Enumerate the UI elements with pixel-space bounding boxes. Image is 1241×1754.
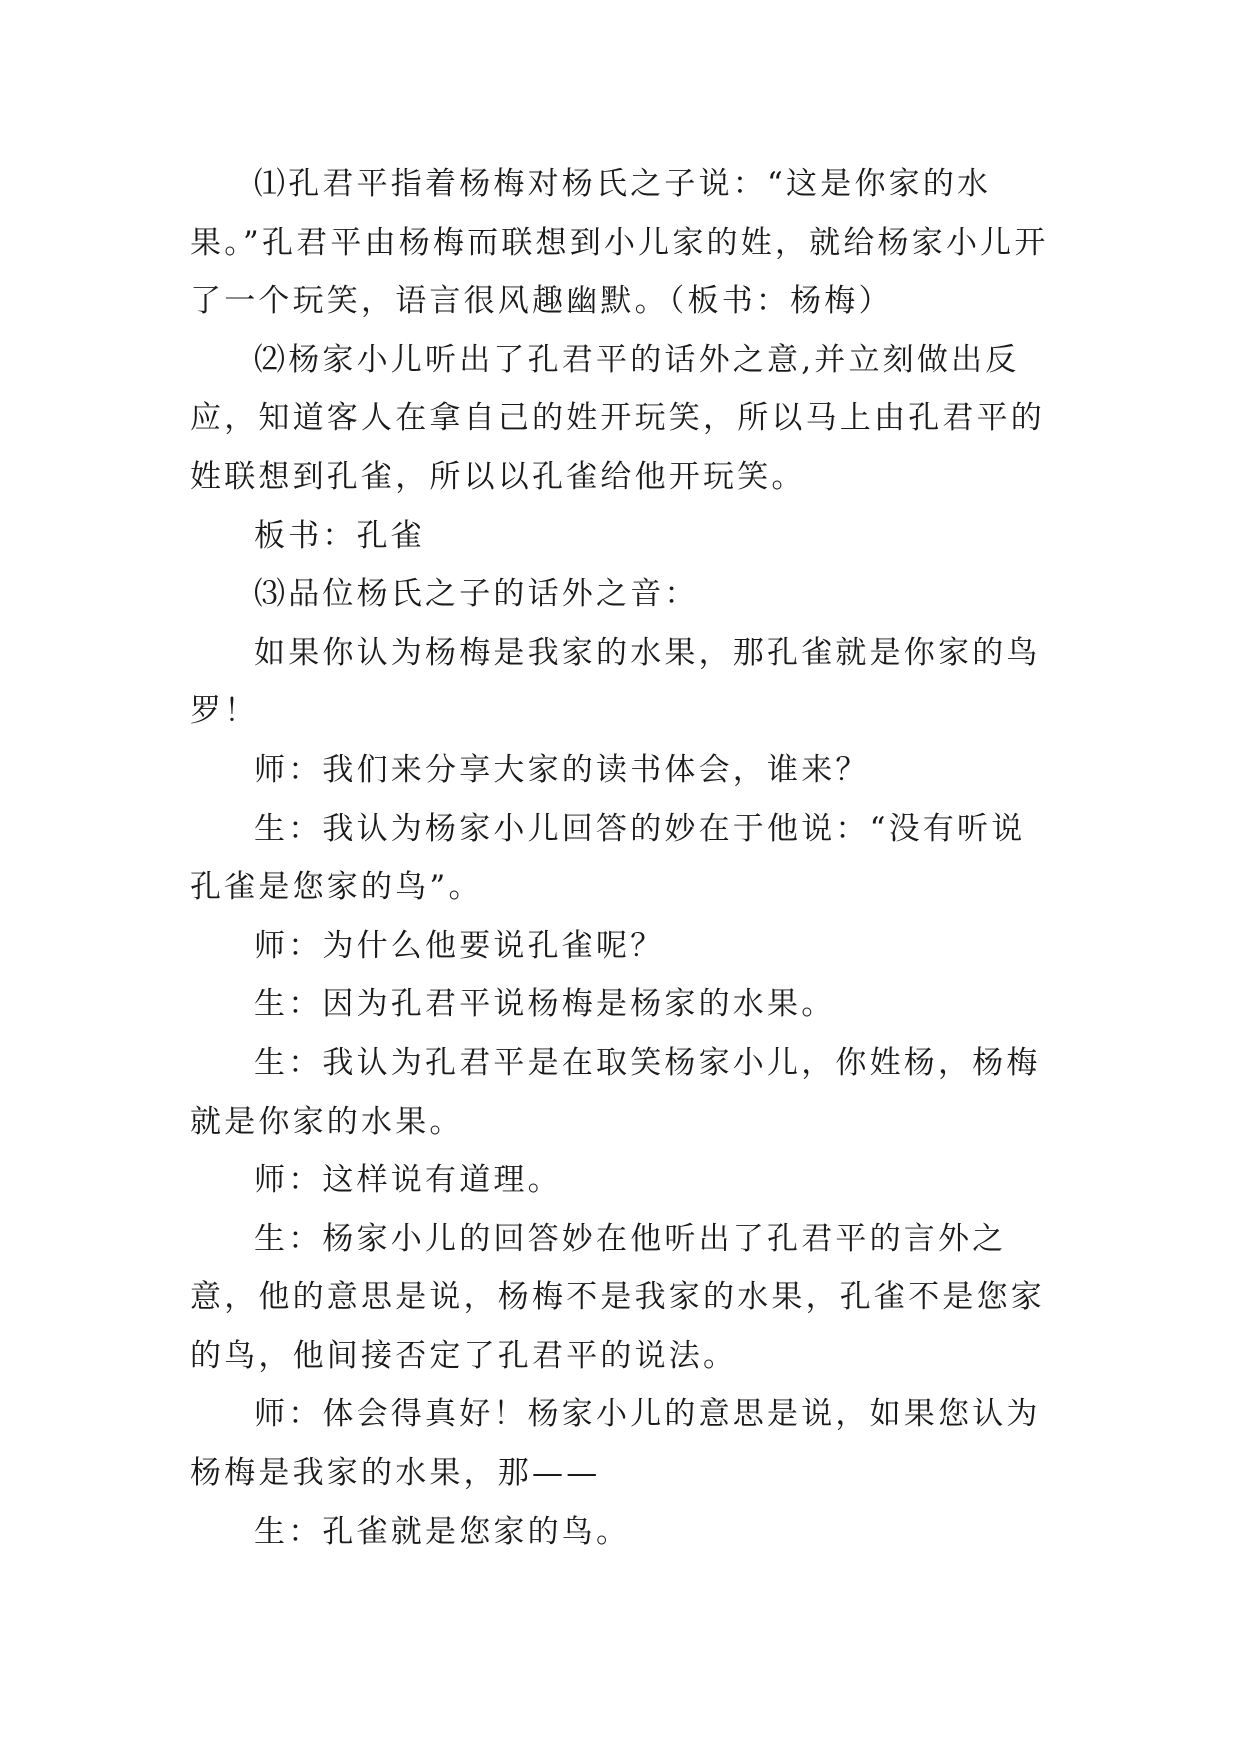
paragraph-9: 生：因为孔君平说杨梅是杨家的水果。 [254,986,836,1023]
paragraph-6: 师：我们来分享大家的读书体会，谁来？ [254,751,870,788]
paragraph-7: 生：我认为杨家小儿回答的妙在于他说：“没有听说孔雀是您家的鸟”。 [190,810,1026,906]
paragraph-2: ⑵杨家小儿听出了孔君平的话外之意,并立刻做出反应，知道客人在拿自己的姓开玩笑，所以马上由孔君平的姓联想到孔雀，所以以孔雀给他开玩笑。 [190,341,1045,495]
paragraph-1: ⑴孔君平指着杨梅对杨氏之子说：“这是你家的水果。”孔君平由杨梅而联想到小儿家的姓，就给杨家小儿开了一个玩笑，语言很风趣幽默。（板书：杨梅） [190,166,1049,320]
paragraph-8: 师：为什么他要说孔雀呢？ [254,927,665,964]
paragraph-11: 师：这样说有道理。 [254,1162,562,1199]
paragraph-3: 板书：孔雀 [254,517,425,554]
paragraph-4: ⑶品位杨氏之子的话外之音： [254,576,699,613]
paragraph-10: 生：我认为孔君平是在取笑杨家小儿，你姓杨，杨梅就是你家的水果。 [190,1044,1041,1140]
paragraph-12: 生：杨家小儿的回答妙在他听出了孔君平的言外之意，他的意思是说，杨梅不是我家的水果，孔雀不是您家的鸟，他间接否定了孔君平的说法。 [190,1220,1045,1374]
paragraph-14: 生：孔雀就是您家的鸟。 [254,1513,631,1550]
document-page [190,155,1052,1561]
paragraph-13: 师：体会得真好！杨家小儿的意思是说，如果您认为杨梅是我家的水果，那—— [190,1396,1041,1492]
paragraph-5: 如果你认为杨梅是我家的水果，那孔雀就是你家的鸟罗！ [190,634,1041,730]
